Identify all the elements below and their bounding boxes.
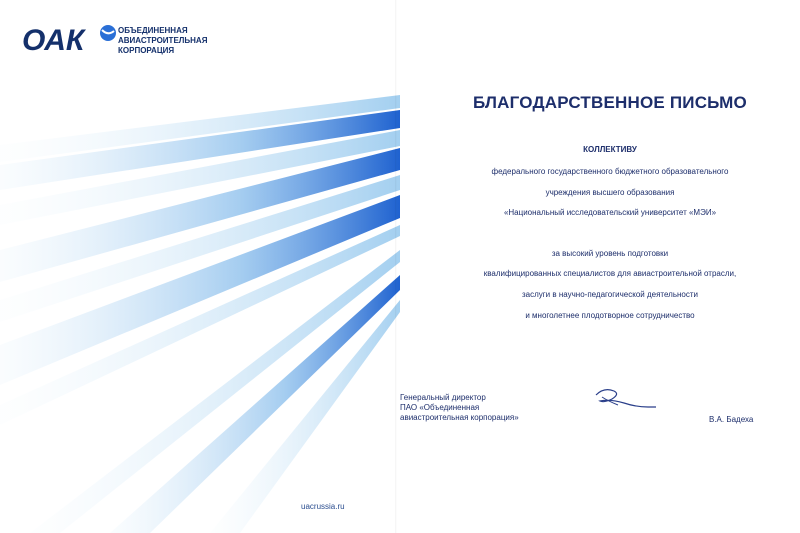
- institution-line: «Национальный исследовательский университет «МЭИ»: [503, 208, 717, 217]
- institution-line: федерального государственного бюджетного образовательного: [491, 167, 729, 176]
- logo-name-line: ОБЪЕДИНЕННАЯ: [118, 26, 188, 35]
- logo-company-name: [118, 26, 228, 56]
- signatory-position: [400, 393, 519, 423]
- logo-mark-text: ОАК: [22, 24, 85, 57]
- uac-logo: [22, 22, 212, 58]
- reason-line: квалифицированных специалистов для авиастроительной отрасли,: [483, 269, 737, 278]
- logo-name-line: АВИАСТРОИТЕЛЬНАЯ: [118, 36, 208, 45]
- website-link[interactable]: uacrussia.ru: [301, 502, 345, 511]
- handwritten-signature: [590, 385, 660, 415]
- addressee: КОЛЛЕКТИВУ: [583, 145, 637, 154]
- reason-line: за высокий уровень подготовки: [551, 249, 669, 258]
- signatory-position-line: Генеральный директор: [400, 393, 486, 402]
- signatory-position-line: ПАО «Объединенная: [400, 403, 480, 412]
- signatory-position-line: авиастроительная корпорация»: [400, 413, 519, 422]
- reason-line: заслуги в научно-педагогической деятельности: [521, 290, 699, 299]
- uac-logo-mark: [22, 22, 117, 58]
- signatory-name: В.А. Бадеха: [709, 415, 754, 424]
- reason-line: и многолетнее плодотворное сотрудничество: [525, 311, 695, 320]
- page-title: БЛАГОДАРСТВЕННОЕ ПИСЬМО: [473, 93, 747, 112]
- page-fold: [395, 0, 397, 533]
- institution-line: учреждения высшего образования: [545, 188, 675, 197]
- logo-name-line: КОРПОРАЦИЯ: [118, 46, 175, 55]
